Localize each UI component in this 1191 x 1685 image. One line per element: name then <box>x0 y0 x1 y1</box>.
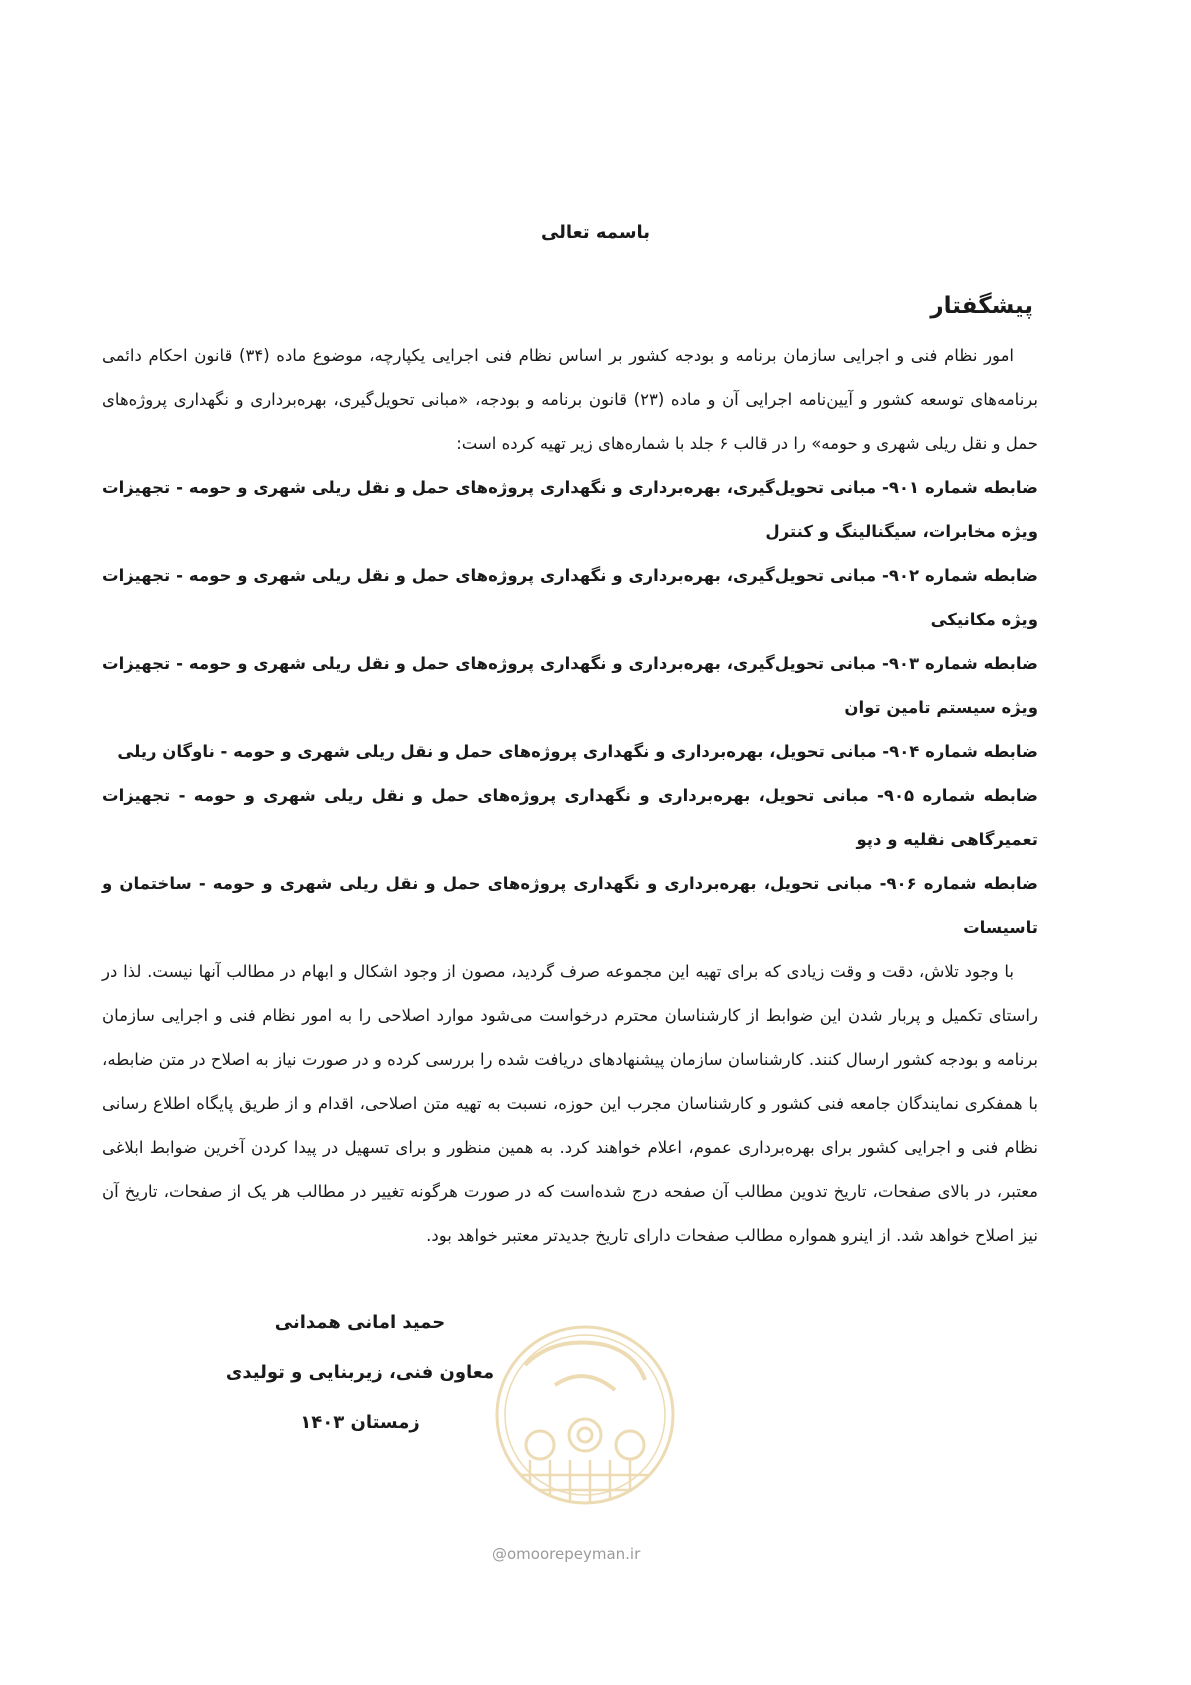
signatory-position: معاون فنی، زیربنایی و تولیدی <box>225 1362 495 1383</box>
regulation-item-906: ضابطه شماره ۹۰۶- مبانی تحویل، بهره‌برداری و نگهداری پروژه‌های حمل و نقل ریلی شهری و حومه - ساختمان و تاسیسات <box>102 874 1038 937</box>
signature-date: زمستان ۱۴۰۳ <box>300 1412 420 1433</box>
signature-block <box>200 1298 520 1448</box>
regulation-item-904: ضابطه شماره ۹۰۴- مبانی تحویل، بهره‌برداری و نگهداری پروژه‌های حمل و نقل ریلی شهری و حومه - ناوگان ریلی <box>117 742 1038 761</box>
regulation-item-903: ضابطه شماره ۹۰۳- مبانی تحویل‌گیری، بهره‌برداری و نگهداری پروژه‌های حمل و نقل ریلی شهری و حومه - تجهیزات ویژه سیستم تامین توان <box>102 654 1038 717</box>
watermark-text: @omoorepeyman.ir <box>492 1545 641 1563</box>
page-title: پیشگفتار <box>930 293 1033 319</box>
invocation-heading: باسمه تعالی <box>540 222 651 243</box>
organization-seal-logo <box>495 1295 675 1535</box>
signatory-name: حمید امانی همدانی <box>274 1312 446 1333</box>
closing-paragraph: با وجود تلاش، دقت و وقت زیادی که برای تهیه این مجموعه صرف گردید، مصون از وجود اشکال و ابهام در مطالب آنها نیست. لذا در راستای تکمیل و پربار شدن این ضوابط از کارشناسان محترم درخواست می‌شود موارد اصلاحی را به امور نظام فنی و اجرایی سازمان برنامه و بودجه کشور ارسال کنند. کارشناسان سازمان پیشنهادهای دریافت شده را بررسی کرده و در صورت نیاز به اصلاح در متن ضابطه، با همفکری نمایندگان جامعه فنی کشور و کارشناسان مجرب این حوزه، نسبت به تهیه متن اصلاحی، اقدام و از طریق پایگاه اطلاع رسانی نظام فنی و اجرایی کشور برای بهره‌برداری عموم، اعلام خواهند کرد. به همین منظور و برای تسهیل در پیدا کردن آخرین ضوابط ابلاغی معتبر، در بالای صفحات، تاریخ تدوین مطالب آن صفحه درج شده‌است که در صورت هرگونه تغییر در مطالب هر یک از صفحات، تاریخ آن نیز اصلاح خواهد شد. از اینرو همواره مطالب صفحات دارای تاریخ جدیدتر معتبر خواهد بود. <box>102 962 1038 1245</box>
intro-paragraph: امور نظام فنی و اجرایی سازمان برنامه و بودجه کشور بر اساس نظام فنی اجرایی یکپارچه، موضوع ماده (۳۴) قانون احکام دائمی برنامه‌های توسعه کشور و آیین‌نامه اجرایی آن و ماده (۲۳) قانون برنامه و بودجه، «مبانی تحویل‌گیری، بهره‌برداری و نگهداری پروژه‌های حمل و نقل ریلی شهری و حومه» را در قالب ۶ جلد با شماره‌های زیر تهیه کرده است: <box>102 346 1038 453</box>
regulation-item-902: ضابطه شماره ۹۰۲- مبانی تحویل‌گیری، بهره‌برداری و نگهداری پروژه‌های حمل و نقل ریلی شهری و حومه - تجهیزات ویژه مکانیکی <box>102 566 1038 629</box>
body-text <box>102 334 1038 1258</box>
regulation-item-905: ضابطه شماره ۹۰۵- مبانی تحویل، بهره‌برداری و نگهداری پروژه‌های حمل و نقل ریلی شهری و حومه - تجهیزات تعمیرگاهی نقلیه و دپو <box>102 786 1038 849</box>
regulation-item-901: ضابطه شماره ۹۰۱- مبانی تحویل‌گیری، بهره‌برداری و نگهداری پروژه‌های حمل و نقل ریلی شهری و حومه - تجهیزات ویژه مخابرات، سیگنالینگ و کنترل <box>102 478 1038 541</box>
